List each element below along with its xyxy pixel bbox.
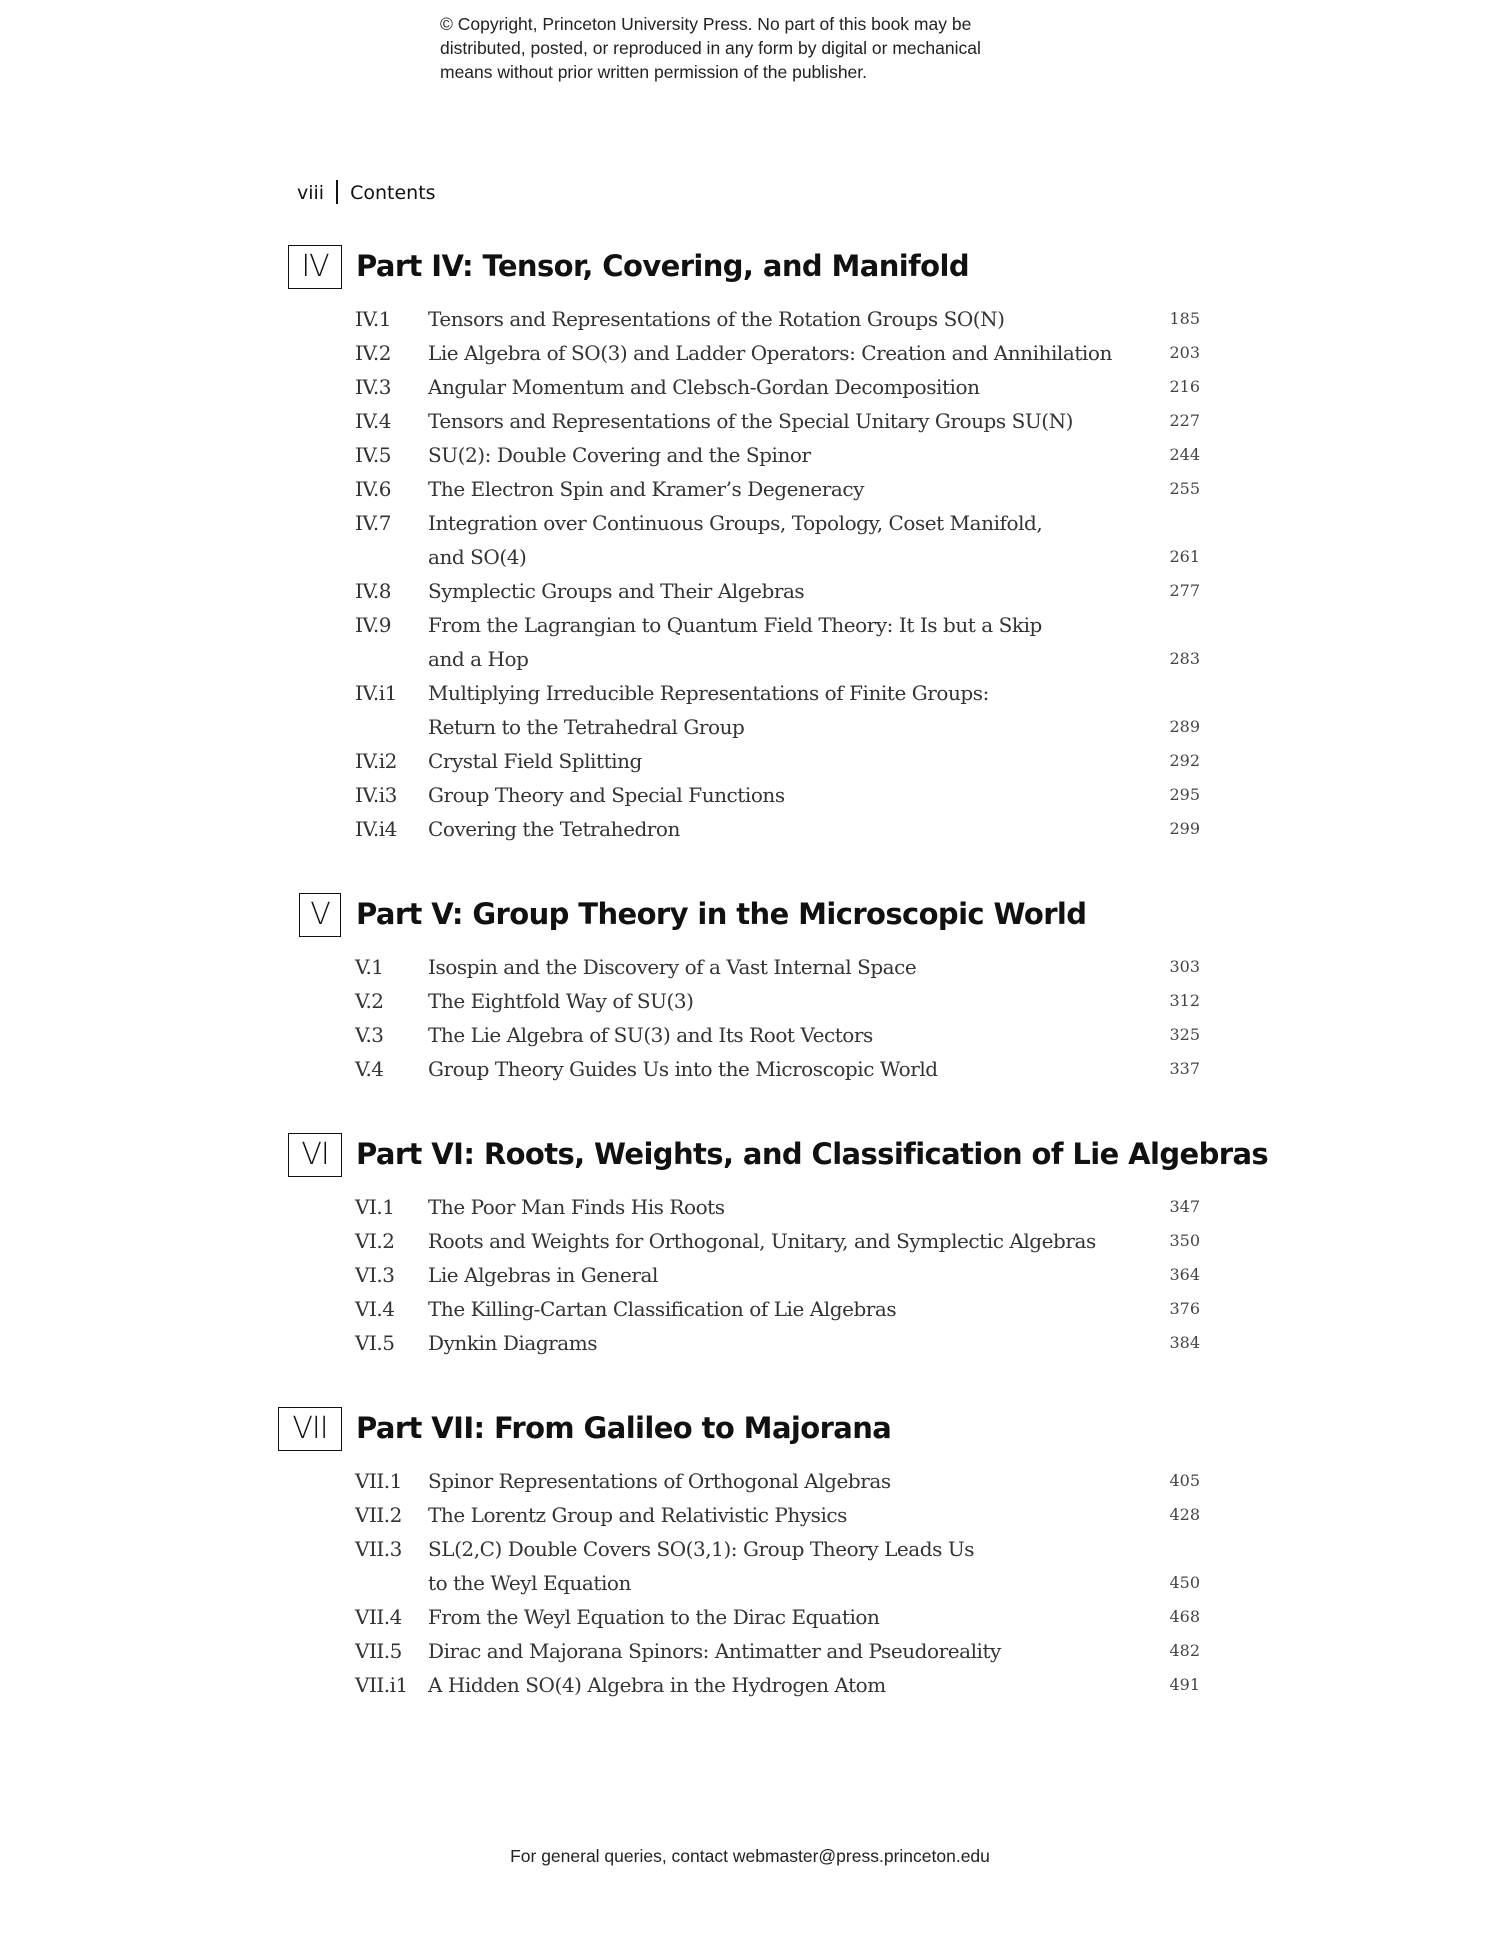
entry-page: 376 <box>1169 1299 1200 1318</box>
entry-title: Group Theory Guides Us into the Microscopic World <box>428 1057 938 1081</box>
entry-page: 227 <box>1169 411 1200 430</box>
entry-number: IV.3 <box>355 375 391 399</box>
entry-page: 303 <box>1169 957 1200 976</box>
copyright-line: means without prior written permission of the publisher. <box>440 62 868 82</box>
entry-page: 491 <box>1169 1675 1200 1694</box>
entry-page: 255 <box>1169 479 1200 498</box>
footer-contact: For general queries, contact webmaster@press.princeton.edu <box>510 1846 990 1866</box>
entry-page: 299 <box>1169 819 1200 838</box>
entry-number: IV.i3 <box>355 783 397 807</box>
entry-title: Angular Momentum and Clebsch-Gordan Decomposition <box>428 375 980 399</box>
entry-page: 295 <box>1169 785 1200 804</box>
entry-page: 347 <box>1169 1197 1200 1216</box>
entry-number: VI.2 <box>355 1229 395 1253</box>
entry-title: From the Lagrangian to Quantum Field Theory: It Is but a Skip <box>428 613 1042 637</box>
entry-number: V.1 <box>355 955 384 979</box>
entry-title: The Killing-Cartan Classification of Lie Algebras <box>428 1297 897 1321</box>
entry-page: 244 <box>1169 445 1200 464</box>
entry-title-continued: Return to the Tetrahedral Group <box>428 715 745 739</box>
entry-number: VII.5 <box>355 1639 402 1663</box>
entry-title: Roots and Weights for Orthogonal, Unitary, and Symplectic Algebras <box>428 1229 1096 1253</box>
copyright-line: distributed, posted, or reproduced in any form by digital or mechanical <box>440 38 981 58</box>
entry-number: IV.6 <box>355 477 391 501</box>
entry-page: 337 <box>1169 1059 1200 1078</box>
entry-title-continued: and SO(4) <box>428 545 527 569</box>
part-numeral-box: IV <box>288 245 342 289</box>
entry-page: 216 <box>1169 377 1200 396</box>
part-title: Part IV: Tensor, Covering, and Manifold <box>356 249 969 283</box>
entry-number: IV.i4 <box>355 817 397 841</box>
entry-title: From the Weyl Equation to the Dirac Equation <box>428 1605 880 1629</box>
entry-title: Lie Algebra of SO(3) and Ladder Operators: Creation and Annihilation <box>428 341 1112 365</box>
entry-title: SL(2,C) Double Covers SO(3,1): Group Theory Leads Us <box>428 1537 975 1561</box>
entry-page: 364 <box>1169 1265 1200 1284</box>
entry-number: VII.2 <box>355 1503 402 1527</box>
entry-page: 350 <box>1169 1231 1200 1250</box>
entry-title: Tensors and Representations of the Rotation Groups SO(N) <box>428 307 1005 331</box>
entry-title-continued: to the Weyl Equation <box>428 1571 631 1595</box>
entry-page: 405 <box>1169 1471 1200 1490</box>
entry-number: IV.8 <box>355 579 391 603</box>
entry-page: 292 <box>1169 751 1200 770</box>
entry-number: VII.i1 <box>355 1673 408 1697</box>
entry-page: 312 <box>1169 991 1200 1010</box>
entry-title: The Lie Algebra of SU(3) and Its Root Vectors <box>428 1023 873 1047</box>
part-numeral-box: V <box>299 893 341 937</box>
entry-number: VI.5 <box>355 1331 395 1355</box>
entry-number: IV.i2 <box>355 749 397 773</box>
entry-number: V.3 <box>355 1023 384 1047</box>
entry-title: Group Theory and Special Functions <box>428 783 785 807</box>
entry-number: VI.1 <box>355 1195 395 1219</box>
entry-page: 277 <box>1169 581 1200 600</box>
entry-title: Multiplying Irreducible Representations of Finite Groups: <box>428 681 989 705</box>
entry-title: Symplectic Groups and Their Algebras <box>428 579 805 603</box>
entry-page: 289 <box>1169 717 1200 736</box>
page-folio: viii <box>297 182 325 204</box>
entry-number: IV.i1 <box>355 681 397 705</box>
entry-number: IV.4 <box>355 409 391 433</box>
entry-page: 261 <box>1169 547 1200 566</box>
entry-number: IV.2 <box>355 341 391 365</box>
entry-page: 325 <box>1169 1025 1200 1044</box>
entry-number: VI.3 <box>355 1263 395 1287</box>
entry-page: 450 <box>1169 1573 1200 1592</box>
entry-number: IV.5 <box>355 443 391 467</box>
part-numeral-box: VI <box>288 1133 342 1177</box>
entry-page: 203 <box>1169 343 1200 362</box>
entry-page: 428 <box>1169 1505 1200 1524</box>
entry-title: Crystal Field Splitting <box>428 749 642 773</box>
entry-title: Covering the Tetrahedron <box>428 817 680 841</box>
part-title: Part VII: From Galileo to Majorana <box>356 1411 892 1445</box>
entry-page: 482 <box>1169 1641 1200 1660</box>
entry-title: The Poor Man Finds His Roots <box>428 1195 725 1219</box>
entry-number: VI.4 <box>355 1297 395 1321</box>
entry-title: A Hidden SO(4) Algebra in the Hydrogen Atom <box>428 1673 886 1697</box>
entry-title: Isospin and the Discovery of a Vast Internal Space <box>428 955 917 979</box>
copyright-line: © Copyright, Princeton University Press. No part of this book may be <box>440 14 972 34</box>
entry-number: VII.3 <box>355 1537 402 1561</box>
entry-number: VII.1 <box>355 1469 402 1493</box>
entry-number: IV.1 <box>355 307 391 331</box>
running-head <box>297 180 436 204</box>
part-title: Part V: Group Theory in the Microscopic World <box>356 897 1087 931</box>
entry-title: Lie Algebras in General <box>428 1263 658 1287</box>
entry-title: Spinor Representations of Orthogonal Algebras <box>428 1469 891 1493</box>
entry-number: IV.7 <box>355 511 391 535</box>
section-title: Contents <box>350 182 436 204</box>
entry-title: The Electron Spin and Kramer’s Degeneracy <box>428 477 864 501</box>
entry-number: V.2 <box>355 989 384 1013</box>
entry-page: 185 <box>1169 309 1200 328</box>
part-title: Part VI: Roots, Weights, and Classification of Lie Algebras <box>356 1137 1269 1171</box>
entry-title: Integration over Continuous Groups, Topology, Coset Manifold, <box>428 511 1043 535</box>
entry-page: 384 <box>1169 1333 1200 1352</box>
entry-number: VII.4 <box>355 1605 402 1629</box>
entry-page: 283 <box>1169 649 1200 668</box>
entry-title: Dirac and Majorana Spinors: Antimatter and Pseudoreality <box>428 1639 1001 1663</box>
entry-title: The Lorentz Group and Relativistic Physics <box>428 1503 847 1527</box>
entry-title-continued: and a Hop <box>428 647 529 671</box>
copyright-notice <box>440 12 1080 84</box>
divider <box>336 180 338 204</box>
entry-page: 468 <box>1169 1607 1200 1626</box>
entry-title: SU(2): Double Covering and the Spinor <box>428 443 811 467</box>
entry-title: Dynkin Diagrams <box>428 1331 598 1355</box>
part-numeral-box: VII <box>278 1407 342 1451</box>
entry-number: V.4 <box>355 1057 384 1081</box>
entry-title: The Eightfold Way of SU(3) <box>428 989 694 1013</box>
entry-number: IV.9 <box>355 613 391 637</box>
entry-title: Tensors and Representations of the Special Unitary Groups SU(N) <box>428 409 1073 433</box>
